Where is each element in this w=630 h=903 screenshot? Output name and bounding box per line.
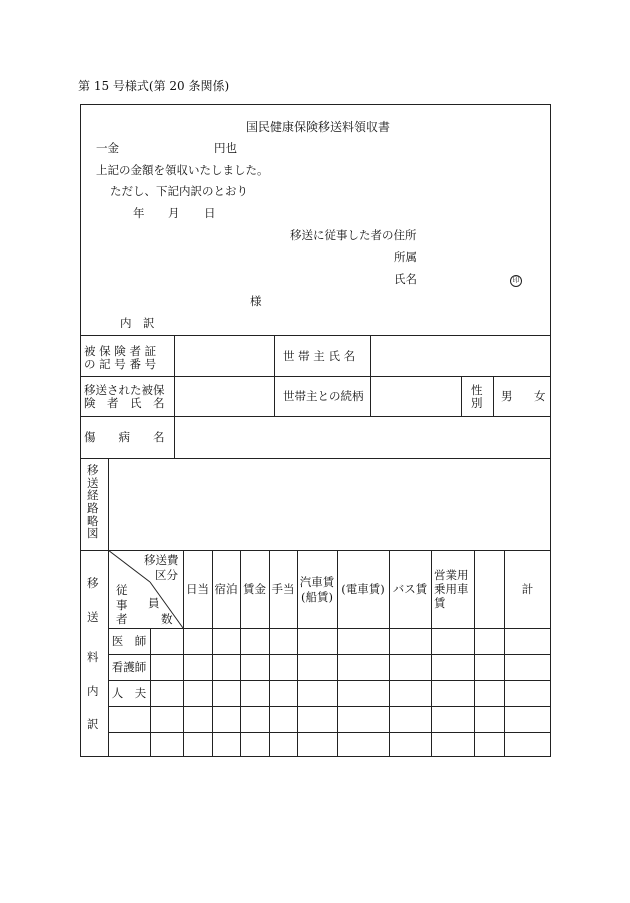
route-char: 経: [87, 488, 99, 503]
corner-worker-char: 者: [116, 612, 128, 626]
form-number: 第 15 号様式(第 20 条関係): [78, 79, 230, 93]
breakdown-label: 内 訳: [120, 316, 155, 330]
col-allowance: 手当: [271, 582, 295, 596]
receipt-title: 国民健康保険移送料領収書: [246, 120, 391, 134]
col-train-fare-1: 汽車賃: [299, 575, 335, 589]
col-commercial-car-3: 賃: [434, 596, 446, 610]
sex-male-option: 男: [501, 389, 513, 403]
date-month: 月: [168, 206, 180, 220]
sex-label-2: 別: [471, 396, 483, 410]
affiliation-label: 所属: [394, 250, 417, 264]
col-lodging: 宿泊: [214, 582, 238, 596]
col-commercial-car-2: 乗用車: [434, 582, 469, 596]
fee-side-char: 料: [87, 650, 99, 664]
corner-worker-char: 従: [116, 583, 128, 597]
col-commercial-car-1: 営業用: [434, 568, 469, 582]
breakdown-note: ただし、下記内訳のとおり: [110, 184, 248, 198]
col-wages: 賃金: [243, 582, 266, 596]
fee-side-char: 訳: [87, 717, 99, 731]
date-day: 日: [204, 206, 216, 220]
route-sketch-label: [87, 464, 99, 540]
illness-label: 傷 病 名: [84, 430, 165, 444]
route-char: 移: [87, 463, 99, 477]
fee-side-char: 内: [87, 684, 99, 698]
insured-card-label-2: の 記 号 番 号: [84, 357, 157, 371]
col-total: 計: [521, 582, 534, 596]
corner-category-1: 移送費: [144, 553, 179, 567]
address-label: 移送に従事した者の住所: [290, 228, 417, 242]
corner-category-2: 区分: [155, 568, 178, 582]
corner-count-char: 数: [161, 612, 173, 626]
fee-side-char: 移: [87, 576, 99, 590]
fee-side-char: 送: [87, 610, 99, 624]
col-tram-fare: (電車賃): [341, 582, 385, 596]
date-year: 年: [133, 206, 145, 220]
sex-female-option: 女: [534, 389, 546, 403]
sex-label-1: 性: [471, 383, 483, 397]
route-char: 送: [87, 475, 99, 490]
row-label-nurse: 看護師: [111, 660, 147, 674]
row-label-doctor: 医 師: [111, 634, 147, 648]
amount-prefix: 一金: [96, 141, 119, 155]
household-head-label: 世 帯 主 氏 名: [283, 349, 356, 363]
name-label: 氏名: [394, 272, 417, 286]
received-text: 上記の金額を領収いたしました。: [96, 163, 269, 177]
route-char: 略: [87, 513, 99, 528]
row-label-laborer: 人 夫: [111, 686, 147, 700]
route-char: 路: [87, 500, 99, 515]
col-daily-allowance: 日当: [186, 582, 209, 596]
corner-count-char: 員: [148, 596, 160, 610]
honorific: 様: [250, 294, 262, 308]
seal-icon: 印: [510, 275, 522, 287]
transported-label-2: 険 者 氏 名: [84, 396, 165, 410]
col-bus-fare: バス賃: [392, 582, 428, 596]
transported-label-1: 移送された被保: [84, 383, 165, 397]
corner-worker-char: 事: [116, 598, 128, 612]
relationship-label: 世帯主との続柄: [283, 389, 364, 403]
insured-card-label-1: 被 保 険 者 証: [84, 344, 157, 358]
col-train-fare-2: (船賃): [301, 590, 333, 604]
route-char: 図: [87, 526, 99, 541]
amount-suffix: 円也: [214, 141, 237, 155]
